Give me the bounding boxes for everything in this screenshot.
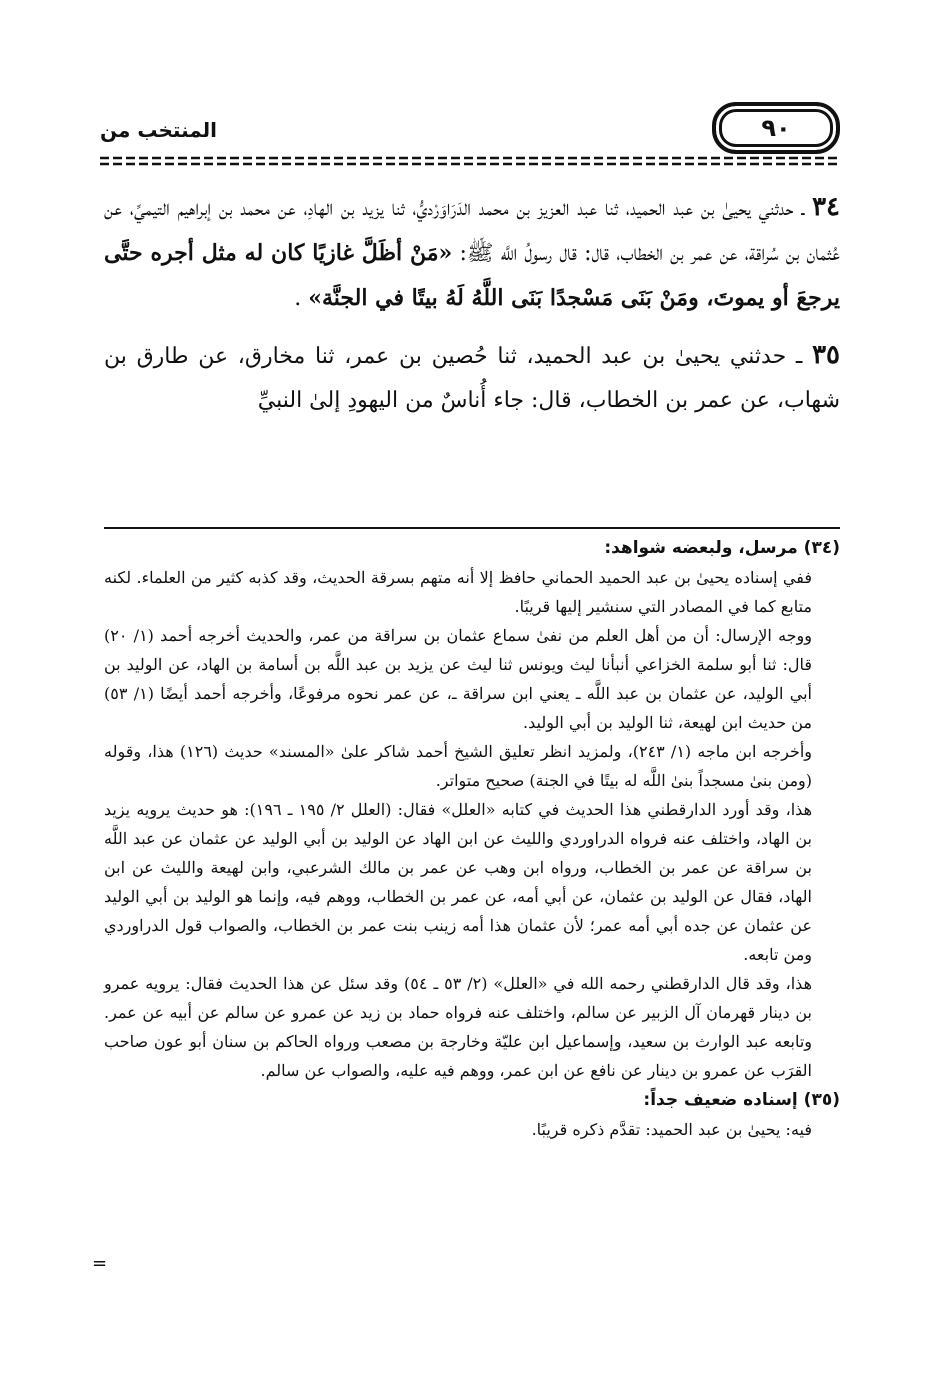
hadith-number: ٣٥ — [812, 340, 840, 370]
running-head: المنتخب من — [100, 118, 218, 142]
footnote-heading-35: (٣٥) إسناده ضعيف جداً: — [643, 1090, 840, 1110]
footnote-paragraph: وأخرجه ابن ماجه (١/ ٢٤٣)، ولمزيد انظر تعليق الشيخ أحمد شاكر علىٰ «المسند» حديث (١٢٦) هذا، وقوله (ومن بنىٰ مسجداً بنىٰ اللَّه له بيتًا في الجنة) صحيح متواتر. — [104, 742, 813, 790]
hadith-34 — [104, 185, 840, 321]
footnote-separator — [104, 527, 840, 529]
hadith-quote: «مَنْ أظَلَّ غازيًا كان له مثل أجره حتَّى يرجعَ أو يموتَ، ومَنْ بَنَى مَسْجدًا بَنَى اللَّهُ لَهُ بيتًا في الجنَّة» — [104, 240, 840, 311]
page-number: ٩٠ — [751, 114, 800, 142]
footnote-heading-34: (٣٤) مرسل، ولبعضه شواهد: — [604, 538, 840, 558]
hadith-text: ـ حدثني يحيىٰ بن عبد الحميد، ثنا عبد العزيز بن محمد الدَرَاوَرْديُّ، ثنا يزيد بن الهادِ، عن محمد بن إبراهيم التيميِّ، عن عُثمان بن سُراقة، عن عمر بن الخطاب، قال: قال رسولُ اللَّه ﷺ: — [104, 196, 840, 266]
footnote-paragraph: فيه: يحيىٰ بن عبد الحميد: تقدَّم ذكره قريبًا. — [531, 1120, 812, 1139]
footnotes — [104, 533, 840, 1144]
footnote-paragraph: ووجه الإرسال: أن من أهل العلم من نفىٰ سماع عثمان بن سراقة من عمر، والحديث أخرجه أحمد (١/ ٢٠) قال: ثنا أبو سلمة الخزاعي أنبأنا ليث ويونس ثنا ليث عن يزيد بن عبد اللَّه بن أسامة بن الهاد، عن الوليد بن أبي الوليد، عن عثمان بن عبد اللَّه ـ يعني ابن سراقة ـ، عن عمر نحوه مرفوعًا، وأخرجه أحمد أيضًا (١/ ٥٣) من حديث ابن لهيعة، ثنا الوليد بن أبي الوليد. — [104, 626, 813, 732]
continuation-mark: = — [92, 1253, 108, 1274]
footnote-paragraph: هذا، وقد أورد الدارقطني هذا الحديث في كتابه «العلل» فقال: (العلل ٢/ ١٩٥ ـ ١٩٦): هو حديث يرويه يزيد بن الهاد، واختلف عنه فرواه الدراوردي والليث عن ابن الهاد عن الوليد بن أبي الوليد عن عثمان عن عبد اللَّه بن سراقة عن عمر بن الخطاب، ورواه ابن وهب عن عمر بن مالك الشرعبي، وابن لهيعة والليث عن ابن الهاد، فقال عن الوليد بن عثمان، عن أبي أمه، عن عمر بن الخطاب، ووهم فيه، وإنما هو الوليد بن أبي الوليد عن عثمان عن جده أبي أمه عمر؛ لأن عثمان هذا أمه زينب بنت عمر بن الخطاب، والصواب قول الدراوردي ومن تابعه. — [104, 800, 813, 964]
header-rule — [100, 156, 840, 166]
page-header — [100, 100, 840, 170]
hadith-text: ـ حدثني يحيىٰ بن عبد الحميد، ثنا حُصين بن عمر، ثنا مخارق، عن طارق بن شهاب، عن عمر بن الخطاب، قال: جاء أُناسٌ من اليهودِ إلىٰ النبيِّ — [104, 344, 840, 413]
hadith-text-end: . — [294, 286, 302, 311]
hadith-number: ٣٤ — [812, 192, 841, 222]
footnote-paragraph: هذا، وقد قال الدارقطني رحمه الله في «العلل» (٢/ ٥٣ ـ ٥٤) وقد سئل عن هذا الحديث فقال: يرويه عمرو بن دينار قهرمان آل الزبير عن سالم، واختلف عنه فرواه حماد بن زيد عن عمرو عن سالم عن أبيه عن عمر. وتابعه عبد الوارث بن سعيد، وإسماعيل ابن عليّة وخارجة بن مصعب ورواه الحاكم بن سنان أبو عون صاحب القرَب عن عمرو بن دينار عن نافع عن ابن عمر، ووهم فيه عليه، والصواب عن سالم. — [104, 974, 813, 1080]
footnote-paragraph: ففي إسناده يحيىٰ بن عبد الحميد الحماني حافظ إلا أنه متهم بسرقة الحديث، وقد كذبه كثير من العلماء. لكنه متابع كما في المصادر التي سنشير إليها قريبًا. — [104, 568, 813, 616]
page-number-badge — [712, 102, 840, 154]
main-text — [104, 185, 840, 435]
hadith-35 — [104, 333, 840, 423]
